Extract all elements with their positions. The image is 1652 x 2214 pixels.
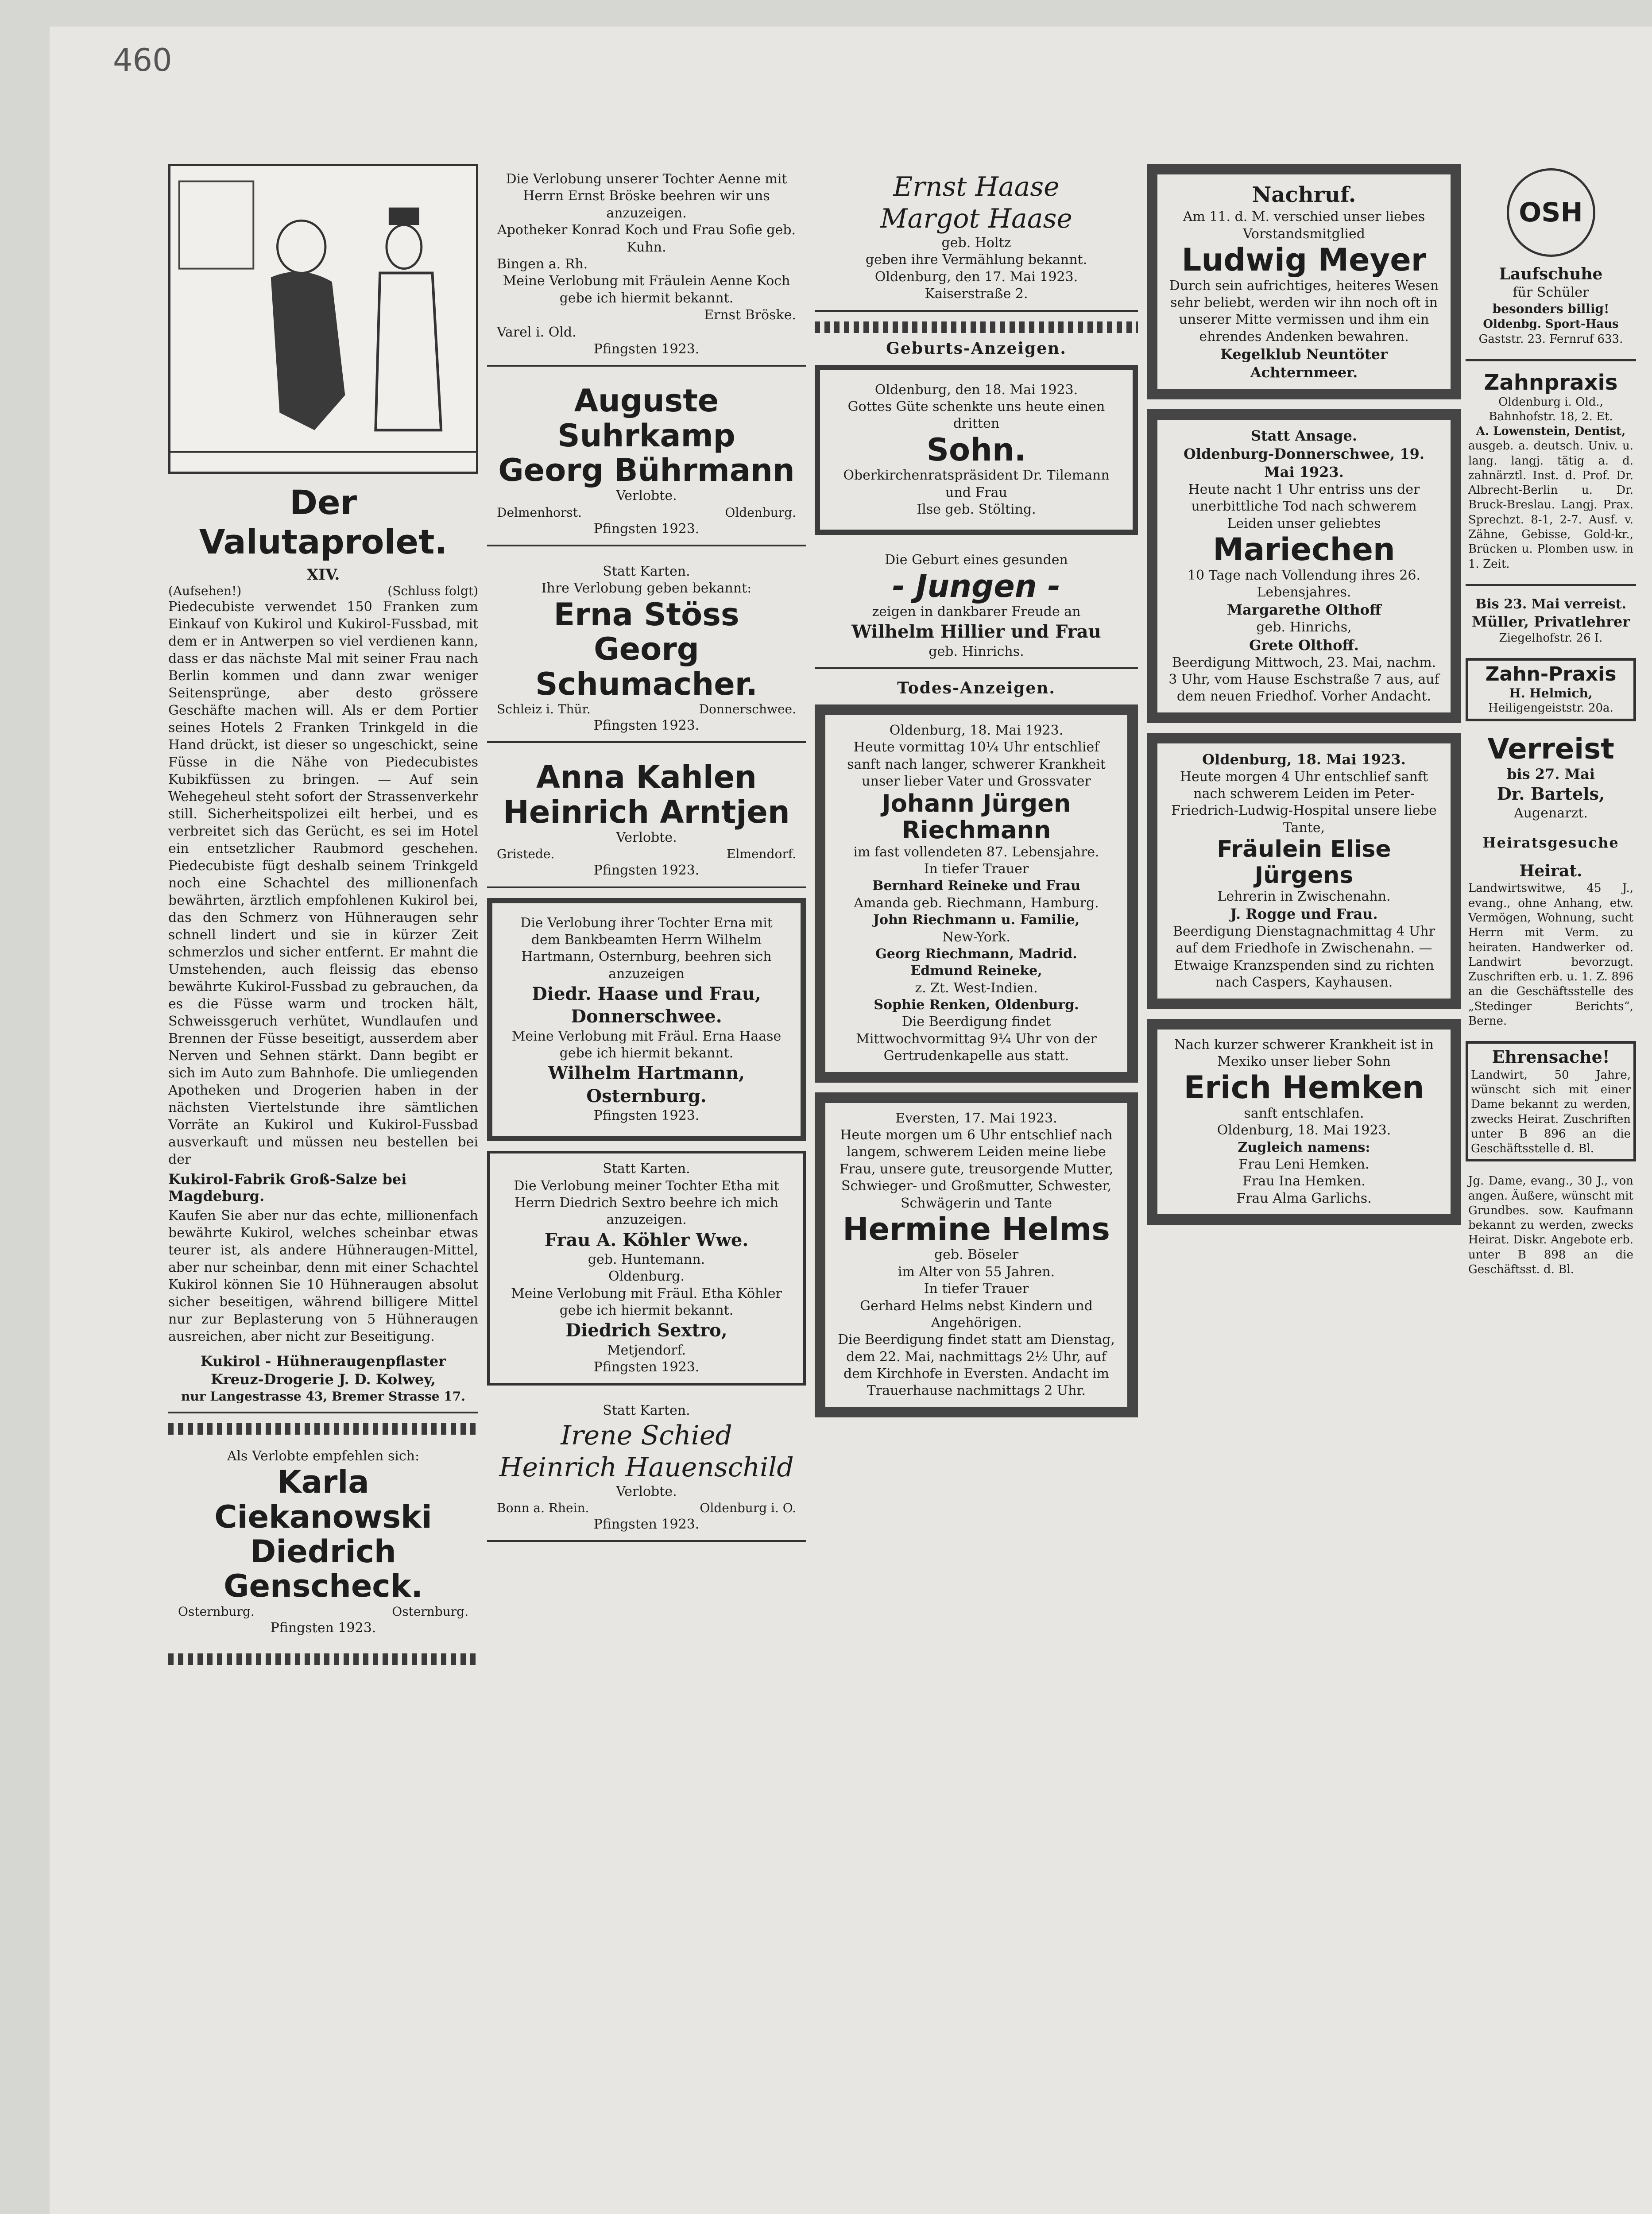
column-1 <box>168 164 478 2214</box>
story-text: Piedecubiste verwendet 150 Franken zum Einkauf von Kukirol und Kukirol-Fussbad, mit dem er in Antwerpen so viel verdienen kann, dass er das nächste Mal mit seiner Frau nach Berlin kommen und dann zwar weniger Seitensprünge, aber desto grössere Geschäfte machen will. Als er dem Portier seines Hotels 2 Franken Trinkgeld in die Hand drückt, ist dieser so ungeschickt, seine Füsse in die Nähe von Piedecubistes Kubikfüssen zu bringen. — Auf sein Wehegeheul steht sofort der Strassenverkehr still. Sicherheitspolizei eilt herbei, und es verbreitet sich das Gerücht, es sei im Hotel ein entsetzlicher Raubmord geschehen. Piedecubiste fügt deshalb seinem Trinkgeld noch eine Schachtel des millionenfach bewährten, ärztlich empfohlenen Kukirol bei, das den Schmerz von Hühneraugen sehr schnell lindert und sie in kürzer Zeit schmerzlos und sicher entfernt. Er mahnt die Umstehenden, auch fleissig das ebenso bewährte Kukirol-Fussbad zu gebrauchen, da es die Füsse warm und trocken hält, Schweissgeruch verhütet, Wundlaufen und Brennen der Füsse beseitigt, ausserdem aber Nerven und Sehnen stärkt. Dann begibt er sich im Auto zum Bahnhofe. Die umliegenden Apotheken und Drogerien haben in der nächsten Viertelstunde ihre sämtlichen Vorräte an Kukirol und Kukirol-Fussbad ausverkauft und müssen neu bestellen bei der <box>168 599 478 1167</box>
ad-stoess: Statt Karten. Ihre Verlobung geben bekannt: Erna Stöss Georg Schumacher. Schleiz i. Thür. Donnerschwee. Pfingsten 1923. <box>487 556 806 743</box>
ad-helms: Eversten, 17. Mai 1923. Heute morgen um 6 Uhr entschlief nach langem, schwerem Leiden meine liebe Frau, unsere gute, treusorgende Mutter, Schwieger- und Großmutter, Schwester, Schwägerin und Tante Hermine Helms geb. Böseler im Alter von 55 Jahren. In tiefer Trauer Gerhard Helms nebst Kindern und Angehörigen. Die Beerdigung findet statt am Dienstag, dem 22. Mai, nachmittags 2½ Uhr, auf dem Kirchhofe in Eversten. Andacht im Trauerhause nachmittags 2 Uhr. <box>815 1092 1138 1417</box>
story-chapter: XIV. <box>306 566 340 584</box>
ad-haase: Die Verlobung ihrer Tochter Erna mit dem Bankbeamten Herrn Wilhelm Hartmann, Osternburg, beehren sich anzuzeigen Diedr. Haase und Frau, Donnerschwee. Meine Verlobung mit Fräul. Erna Haase gebe ich hiermit bekannt. Wilhelm Hartmann, Osternburg. Pfingsten 1923. <box>487 898 806 1141</box>
column-2 <box>487 164 806 2214</box>
ad-heirat-3: Jg. Dame, evang., 30 J., von angen. Äußere, wünscht mit Grundbes. sow. Kaufmann bekannt zu werden, zwecks Heirat. Diskr. Angebote erb. unter B 898 an die Geschäftsst. d. Bl. <box>1468 1174 1633 1276</box>
column-4 <box>1147 164 1461 2214</box>
ad-plaster: Kukirol - Hühneraugenpflaster Kreuz-Drogerie J. D. Kolwey, nur Langestrasse 43, Bremer Strasse 17. <box>168 1345 478 1413</box>
ad-laufschuhe: Laufschuhe für Schüler besonders billig! Oldenbg. Sport-Haus Gaststr. 23. Fernruf 633. <box>1478 265 1623 346</box>
ad-hemken: Nach kurzer schwerer Krankheit ist in Mexiko unser lieber Sohn Erich Hemken sanft entschlafen. Oldenburg, 18. Mai 1923. Zugleich namens: Frau Leni Hemken. Frau Ina Hemken. Frau Alma Garlichs. <box>1147 1019 1461 1225</box>
ad-zahnpraxis-lowenstein: Zahnpraxis Oldenburg i. Old., Bahnhofstr. 18, 2. Et. A. Lowenstein, Dentist, ausgeb. a. deutsch. Univ. u. lang. langj. tätig a. d. zahnärztl. Inst. d. Prof. Dr. Albrecht-Berlin u. Dr. Bruck-Breslau. Langj. Prax. Sprechzt. 8-1, 2-7. Ausf. v. Zähne, Gebisse, Gold-kr., Brücken u. Plomben usw. in 1. Zeit. <box>1468 370 1633 571</box>
ad-schied: Statt Karten. Irene Schied Heinrich Hauenschild Verlobte. Bonn a. Rhein. Oldenburg i. O. Pfingsten 1923. <box>487 1395 806 1542</box>
cartoon-illustration <box>168 164 478 474</box>
ad-heirat-1: Heirat. Landwirtswitwe, 45 J., evang., ohne Anhang, etw. Vermögen, Wohnung, sucht Herrn mit Verm. zu heiraten. Handwerker od. Landwirt bevorzugt. Zuschriften erb. u. 1. Z. 896 an die Geschäftsstelle des „Stedinger Berichts“, Berne. <box>1468 862 1633 1028</box>
column-5 <box>1466 164 1636 2214</box>
ad-zahnpraxis-helmich: Zahn-Praxis H. Helmich, Heiligengeiststr. 20a. <box>1466 658 1636 721</box>
ad-jungen: Die Geburt eines gesunden - Jungen - zeigen in dankbarer Freude an Wilhelm Hillier und Frau geb. Hinrichs. <box>815 545 1138 669</box>
story-title: Der Valutaprolet. <box>199 483 448 561</box>
ad-juergens: Oldenburg, 18. Mai 1923. Heute morgen 4 Uhr entschlief sanft nach schwerem Leiden im Peter-Friedrich-Ludwig-Hospital unsere liebe Tante, Fräulein Elise Jürgens Lehrerin in Zwischenahn. J. Rogge und Frau. Beerdigung Dienstagnachmittag 4 Uhr auf dem Friedhofe in Zwischenahn. — Etwaige Kranzspenden sind zu richten nach Caspers, Kayhausen. <box>1147 733 1461 1009</box>
cartoon-drawing <box>170 166 476 472</box>
ad-sohn: Oldenburg, den 18. Mai 1923. Gottes Güte schenkte uns heute einen dritten Sohn. Oberkirchenratspräsident Dr. Tilemann und Frau Ilse geb. Stölting. <box>815 365 1138 535</box>
story-note-right: (Schluss folgt) <box>387 584 478 598</box>
ad-riechmann: Oldenburg, 18. Mai 1923. Heute vormittag 10¼ Uhr entschlief sanft nach langer, schwerer Krankheit unser lieber Vater und Grossvater Johann Jürgen Riechmann im fast vollendeten 87. Lebensjahre. In tiefer Trauer Bernhard Reineke und Frau Amanda geb. Riechmann, Hamburg. John Riechmann u. Familie, New-York. Georg Riechmann, Madrid. Edmund Reineke, z. Zt. West-Indien. Sophie Renken, Oldenburg. Die Beerdigung findet Mittwochvormittag 9¼ Uhr von der Gertrudenkapelle aus statt. <box>815 704 1138 1083</box>
separator <box>1466 359 1636 361</box>
ad-ernst-haase: Ernst Haase Margot Haase geb. Holtz geben ihre Vermählung bekannt. Oldenburg, den 17. Mai 1923. Kaiserstraße 2. <box>815 164 1138 312</box>
ad-verreist-bartels: Verreist bis 27. Mai Dr. Bartels, Augenarzt. <box>1487 732 1614 821</box>
ornament-border <box>815 321 1138 333</box>
page-number: 460 <box>113 42 172 78</box>
ad-mariechen: Statt Ansage. Oldenburg-Donnerschwee, 19. Mai 1923. Heute nacht 1 Uhr entriss uns der unerbittliche Tod nach schwerem Leiden unser geliebtes Mariechen 10 Tage nach Vollendung ihres 26. Lebensjahres. Margarethe Olthoff geb. Hinrichs, Grete Olthoff. Beerdigung Mittwoch, 23. Mai, nachm. 3 Uhr, vom Hause Eschstraße 7 aus, auf dem neuen Friedhof. Vorher Andacht. <box>1147 409 1461 723</box>
story-note-left: (Aufsehen!) <box>168 584 242 598</box>
ad-koch: Die Verlobung unserer Tochter Aenne mit Herrn Ernst Bröske beehren wir uns anzuzeigen. Apotheker Konrad Koch und Frau Sofie geb. Kuhn. Bingen a. Rh. Meine Verlobung mit Fräulein Aenne Koch gebe ich hiermit bekannt. Ernst Bröske. Varel i. Old. Pfingsten 1923. <box>487 164 806 367</box>
story-factory: Kukirol-Fabrik Groß-Salze bei Magdeburg. <box>168 1171 407 1204</box>
section-heading-marriage: Heiratsgesuche <box>1482 834 1619 852</box>
ad-kahlen: Anna Kahlen Heinrich Arntjen Verlobte. Gristede. Elmendorf. Pfingsten 1923. <box>487 753 806 888</box>
ad-karla: Als Verlobte empfehlen sich: Karla Ciekanowski Diedrich Genscheck. Osternburg. Osternburg. Pfingsten 1923. <box>178 1448 468 1636</box>
column-3 <box>815 164 1138 2214</box>
ad-verreist-mueller: Bis 23. Mai verreist. Müller, Privatlehrer Ziegelhofstr. 26 I. <box>1471 596 1630 645</box>
story-text-2: Kaufen Sie aber nur das echte, millionenfach bewährte Kukirol, welches scheinbar etwas teurer ist, als andere Hühneraugen-Mittel, aber nur scheinbar, denn mit einer Schachtel Kukirol können Sie 10 Hühneraugen absolut sicher beseitigen, während billigere Mittel nur zur Beplasterung von 5 Hühneraugen ausreichen, aber nicht zur Beseitigung. <box>168 1208 478 1344</box>
ornament-border <box>168 1653 478 1665</box>
ad-suhrkamp: Auguste Suhrkamp Georg Bührmann Verlobte. Delmenhorst. Oldenburg. Pfingsten 1923. <box>487 376 806 546</box>
ad-meyer: Nachruf. Am 11. d. M. verschied unser liebes Vorstandsmitglied Ludwig Meyer Durch sein aufrichtiges, heiteres Wesen sehr beliebt, werden wir ihn noch oft in unserer Mitte vermissen und ihm ein ehrendes Andenken bewahren. Kegelklub Neuntöter Achternmeer. <box>1147 164 1461 399</box>
sporthaus-logo: OSH <box>1507 168 1595 257</box>
ad-heirat-2: Ehrensache! Landwirt, 50 Jahre, wünscht sich mit einer Dame bekannt zu werden, zwecks Heirat. Zuschriften unter B 896 an die Geschäftsstelle d. Bl. <box>1466 1041 1636 1161</box>
ornament-border <box>168 1423 478 1435</box>
section-heading-deaths: Todes-Anzeigen. <box>897 679 1056 698</box>
section-heading-births: Geburts-Anzeigen. <box>886 339 1067 358</box>
ad-koehler: Statt Karten. Die Verlobung meiner Tochter Etha mit Herrn Diedrich Sextro beehre ich mich anzuzeigen. Frau A. Köhler Wwe. geb. Huntemann. Oldenburg. Meine Verlobung mit Fräul. Etha Köhler gebe ich hiermit bekannt. Diedrich Sextro, Metjendorf. Pfingsten 1923. <box>487 1151 806 1386</box>
separator <box>1466 584 1636 586</box>
